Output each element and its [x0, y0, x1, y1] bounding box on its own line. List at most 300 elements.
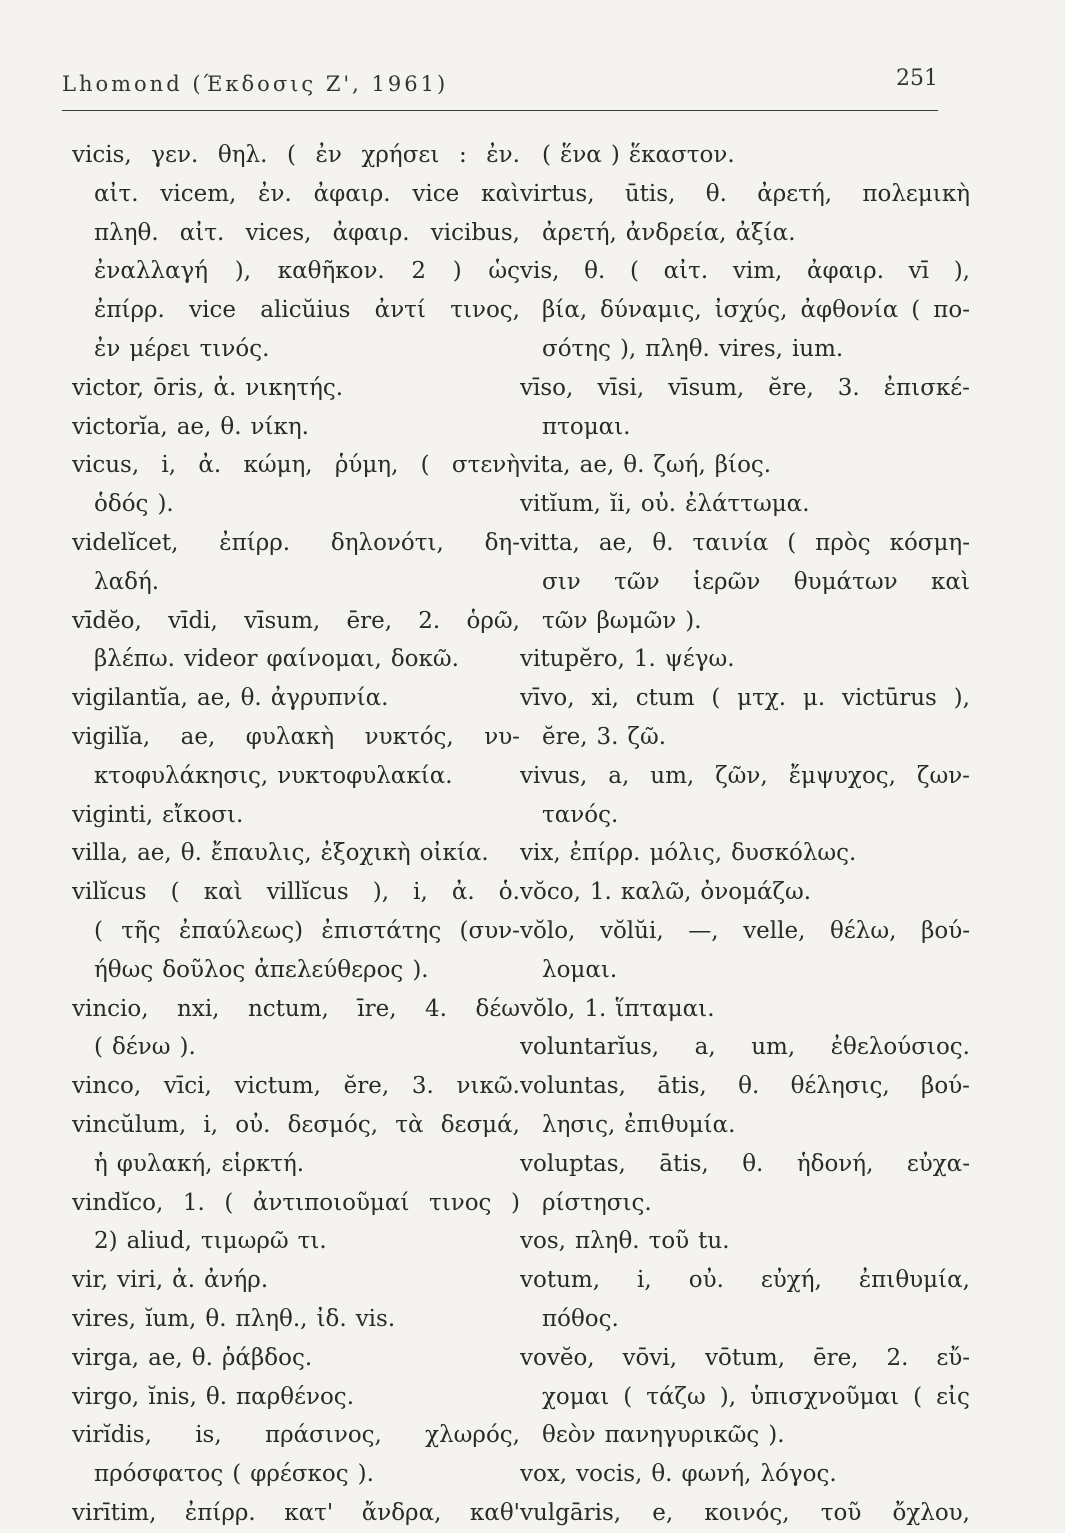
word: θ. — [191, 1344, 213, 1371]
word: ἰσχύς, — [714, 297, 788, 324]
dictionary-line — [72, 485, 520, 524]
word: 3. — [837, 374, 860, 401]
word: δεσμά, — [440, 1111, 520, 1138]
word: 3. — [411, 1073, 434, 1100]
word: 4. — [425, 995, 447, 1022]
word: μ. — [802, 685, 826, 712]
word: τανός. — [542, 801, 619, 828]
word: σότης — [542, 335, 611, 362]
word: 1. — [633, 646, 656, 673]
word: a, — [608, 762, 630, 789]
word: ἐπαύλεως) — [179, 917, 304, 944]
word: ῥάβδος. — [221, 1344, 313, 1371]
word: nctum, — [247, 995, 329, 1022]
word: villĭcus — [266, 879, 349, 906]
word: um, — [650, 762, 695, 789]
word: vices, — [245, 219, 312, 246]
dictionary-line — [72, 990, 520, 1029]
word: vŏlo, — [520, 995, 576, 1022]
word: ( — [787, 529, 797, 556]
word: βλέπω. — [94, 646, 175, 673]
dictionary-line — [72, 408, 520, 447]
dictionary-line — [72, 873, 520, 912]
word: πόθος. — [542, 1305, 619, 1332]
word: τι. — [297, 1228, 327, 1255]
word: γεν. — [151, 142, 199, 168]
word: ἀρετή, — [757, 180, 833, 207]
word: vīso, — [520, 374, 574, 401]
word: vōtum, — [705, 1344, 786, 1371]
dictionary-line — [72, 951, 520, 990]
word: vigilantĭa, — [72, 685, 188, 712]
word: λόγος. — [760, 1461, 837, 1488]
word: ae, — [196, 685, 232, 712]
word: θ. — [220, 413, 242, 440]
word: ἀ. — [213, 374, 237, 401]
word: virĭdis, — [72, 1422, 152, 1449]
dictionary-line — [520, 1184, 970, 1223]
word: νίκη. — [250, 413, 309, 440]
word: ἀξία. — [735, 219, 796, 246]
dictionary-line — [72, 796, 520, 835]
word: vīsum, — [244, 607, 321, 634]
word: ( — [170, 879, 180, 906]
word: μέρει — [129, 335, 191, 362]
word: θ. — [180, 840, 202, 867]
dictionary-line — [520, 990, 970, 1029]
word: αἰτ. — [94, 180, 139, 207]
word: vita, — [520, 452, 571, 479]
word: vŏlŭi, — [599, 917, 664, 944]
dictionary-line — [520, 1145, 970, 1184]
word: εὐχα- — [906, 1150, 970, 1177]
dictionary-line — [520, 291, 970, 330]
word: πολεμικὴ — [862, 180, 970, 207]
word: θηλ. — [217, 142, 268, 168]
word: vos, — [520, 1228, 566, 1255]
word: vinco, — [72, 1073, 142, 1100]
word: θέλω, — [830, 917, 897, 944]
word: ἱερῶν — [693, 568, 761, 595]
word: ἐν. — [486, 142, 520, 168]
word: στενὴ — [451, 452, 520, 479]
word: ) — [452, 258, 462, 285]
word: um, — [751, 1034, 796, 1061]
dictionary-line — [72, 446, 520, 485]
dictionary-line — [520, 175, 970, 214]
word: voluntarĭus, — [520, 1034, 660, 1061]
word: οὐ. — [640, 491, 677, 518]
word: ἐν — [315, 142, 342, 168]
word: virtus, — [520, 180, 595, 207]
word: ae, — [180, 723, 216, 750]
word: ae, — [148, 1344, 183, 1371]
word: ( — [911, 297, 921, 324]
word: οὐ. — [688, 1267, 724, 1294]
word: virgo, — [72, 1383, 140, 1410]
word: πληθ. — [574, 1228, 640, 1255]
word: καθ' — [469, 1499, 520, 1526]
word: 2. — [886, 1344, 909, 1371]
dictionary-line — [72, 602, 520, 641]
word: θ. — [742, 1150, 764, 1177]
dictionary-line — [520, 136, 970, 175]
word: ēre, — [812, 1344, 859, 1371]
word: θ. — [651, 1461, 673, 1488]
word: δη- — [484, 529, 520, 556]
word: χλωρός, — [425, 1422, 520, 1449]
word: λομαι. — [542, 956, 618, 983]
word: ἡ — [94, 1150, 108, 1177]
word: τῶν — [542, 607, 588, 634]
word: ( — [913, 1383, 923, 1410]
word: ἔμψυχος, — [788, 762, 896, 789]
word: ( — [94, 917, 103, 944]
left-column — [72, 136, 520, 1533]
dictionary-line — [72, 1378, 520, 1417]
running-head: Lhomond (Έκδοσις Ζ', 1961) — [62, 72, 449, 96]
word: τῆς — [121, 917, 161, 944]
dictionary-line — [520, 1222, 970, 1261]
word: ζῶ. — [627, 723, 667, 750]
word: viginti, — [72, 801, 154, 828]
word: voluntas, — [520, 1073, 626, 1100]
dictionary-line — [72, 1106, 520, 1145]
word: κοινός, — [704, 1499, 790, 1526]
word: vires, — [72, 1305, 137, 1332]
word: μόλις, — [649, 840, 723, 867]
word: δεσμός, — [287, 1111, 379, 1138]
word: 1. — [182, 1189, 205, 1216]
word: ἐπίρρ. — [569, 840, 641, 867]
word: votum, — [520, 1267, 601, 1294]
dictionary-line — [520, 1106, 970, 1145]
word: θ. — [584, 258, 606, 285]
word: ἐπίρρ. — [184, 1499, 256, 1526]
word: vox, — [520, 1461, 568, 1488]
word: ) — [510, 1189, 520, 1216]
word: ὁ. — [498, 879, 520, 906]
word: vicus, — [72, 452, 140, 479]
word: ). — [685, 607, 702, 634]
word: βού- — [921, 1073, 970, 1100]
word: vincio, — [72, 995, 149, 1022]
word: ), — [953, 258, 970, 285]
word: ἄνδρα, — [361, 1499, 442, 1526]
word: victūrus — [841, 685, 937, 712]
dictionary-line — [72, 1261, 520, 1300]
word: vix, — [520, 840, 561, 867]
word: νυ- — [484, 723, 520, 750]
word: νυκτός, — [364, 723, 454, 750]
word: πληθ. — [94, 219, 159, 246]
word: vilĭcus — [72, 879, 147, 906]
dictionary-line — [520, 602, 970, 641]
word: ἐθελούσιος. — [830, 1034, 970, 1061]
word: ἔπαυλις, — [210, 840, 312, 867]
word: 2. — [418, 607, 441, 634]
word: φαίνομαι, — [266, 646, 382, 673]
dictionary-line — [72, 1145, 520, 1184]
word: βού- — [921, 917, 970, 944]
word: ταινία — [692, 529, 769, 556]
word: a, — [694, 1034, 716, 1061]
word: θ. — [652, 529, 674, 556]
word: τοῦ — [820, 1499, 862, 1526]
word: πράσινος, — [264, 1422, 382, 1449]
word: καὶ — [203, 879, 243, 906]
word: vŏlo, — [520, 917, 576, 944]
word: μτχ. — [737, 685, 787, 712]
word: videlĭcet, — [72, 529, 179, 556]
dictionary-line — [72, 291, 520, 330]
word: κώμη, — [243, 452, 313, 479]
word: θεὸν — [542, 1422, 596, 1449]
word: viri, — [117, 1267, 164, 1294]
dictionary-line — [520, 912, 970, 951]
dictionary-line — [520, 951, 970, 990]
word: ἀ. — [451, 879, 475, 906]
word: ὡς — [488, 258, 520, 285]
word: —, — [688, 917, 719, 944]
dictionary-line — [520, 1378, 970, 1417]
word: ōris, — [153, 374, 205, 401]
word: ἀ. — [198, 452, 222, 479]
word: ἐπιστάτης — [321, 917, 442, 944]
word: ἀφθονία — [800, 297, 899, 324]
word: τινός. — [199, 335, 270, 362]
word: ἀντιποιοῦμαί — [252, 1189, 410, 1216]
word: i, — [203, 1111, 219, 1138]
dictionary-line — [72, 1455, 520, 1494]
word: πληθ., — [235, 1305, 308, 1332]
dictionary-line — [72, 136, 520, 175]
word: δοῦλος — [162, 956, 246, 983]
word: ). — [157, 491, 174, 518]
word: ). — [179, 1034, 196, 1061]
dictionary-line — [520, 563, 970, 602]
word: ( — [711, 685, 721, 712]
word: οὐ. — [235, 1111, 271, 1138]
word: vicis, — [72, 142, 132, 168]
word: ēre, — [346, 607, 393, 634]
word: νικητής. — [245, 374, 344, 401]
word: ), — [619, 335, 637, 362]
word: alicŭius — [260, 297, 351, 324]
word: θυμάτων — [793, 568, 898, 595]
word: vīsum, — [668, 374, 745, 401]
word: φυλακὴ — [245, 723, 335, 750]
word: vōvi, — [622, 1344, 678, 1371]
word: ) — [610, 142, 620, 168]
dictionary-line — [72, 214, 520, 253]
word: θ. — [205, 1305, 227, 1332]
word: ἀγρυπνία. — [270, 685, 389, 712]
word: ctum — [635, 685, 695, 712]
word: θ. — [623, 452, 645, 479]
word: ĭum, — [145, 1305, 197, 1332]
dictionary-line — [520, 408, 970, 447]
word: vīci, — [163, 1073, 212, 1100]
word: εἰς — [936, 1383, 970, 1410]
word: victor, — [72, 374, 145, 401]
word: vīdĕo, — [72, 607, 142, 634]
word: πληθ. — [645, 335, 710, 362]
word: voluptas, — [520, 1150, 626, 1177]
dictionary-line — [520, 524, 970, 563]
word: vīsi, — [597, 374, 645, 401]
dictionary-line — [72, 1222, 520, 1261]
word: ūtis, — [624, 180, 676, 207]
word: εἱρκτή. — [221, 1150, 305, 1177]
dictionary-line — [520, 1339, 970, 1378]
word: vŏco, — [520, 879, 581, 906]
word: νυκτοφυλακία. — [277, 762, 453, 789]
right-column — [520, 136, 970, 1533]
word: τινος, — [450, 297, 520, 324]
word: vicibus, — [430, 219, 520, 246]
word: ἐν. — [258, 180, 292, 207]
word: vice — [189, 297, 236, 324]
word: ). — [768, 1422, 785, 1449]
word: αἰτ. — [179, 219, 225, 246]
dictionary-line — [72, 175, 520, 214]
word: ὄχλου, — [892, 1499, 970, 1526]
word: καθῆκον. — [277, 258, 385, 285]
word: ), — [953, 685, 970, 712]
dictionary-line — [520, 718, 970, 757]
word: vovĕo, — [520, 1344, 595, 1371]
word: vīvo, — [520, 685, 575, 712]
dictionary-line — [520, 679, 970, 718]
word: ἐλάττωμα. — [685, 491, 810, 518]
word: velle, — [743, 917, 806, 944]
word: βωμῶν — [596, 607, 677, 634]
dictionary-line — [72, 679, 520, 718]
dictionary-line — [72, 718, 520, 757]
word: φωνή, — [681, 1461, 752, 1488]
word: καλῶ, — [620, 879, 692, 906]
dictionary-line — [520, 369, 970, 408]
word: videor — [183, 646, 258, 673]
word: tu. — [698, 1228, 730, 1255]
word: ĕre, — [343, 1073, 390, 1100]
dictionary-line — [72, 912, 520, 951]
dictionary-line — [520, 252, 970, 291]
word: ἕκαστον. — [628, 142, 735, 168]
word: θ. — [705, 180, 727, 207]
word: (συν- — [459, 917, 520, 944]
dictionary-line — [520, 1300, 970, 1339]
dictionary-line — [72, 1067, 520, 1106]
word: i, — [161, 452, 177, 479]
word: τιμωρῶ — [200, 1228, 289, 1255]
word: ρίστησις. — [542, 1189, 652, 1216]
word: ἰδ. — [316, 1305, 347, 1332]
word: τοῦ — [648, 1228, 690, 1255]
word: αἰτ. — [663, 258, 709, 285]
word: vicem, — [160, 180, 237, 207]
word: ium. — [791, 335, 844, 362]
word: χομαι — [542, 1383, 610, 1410]
dictionary-line — [520, 214, 970, 253]
word: ( — [623, 1383, 633, 1410]
word: πρόσφατος — [94, 1461, 224, 1488]
word: ἀντί — [374, 297, 426, 324]
word: πανηγυρικῶς — [604, 1422, 760, 1449]
dictionary-line — [72, 252, 520, 291]
word: ἡδονή, — [796, 1150, 874, 1177]
word: ĭi, — [609, 491, 632, 518]
dictionary-line — [72, 1184, 520, 1223]
word: ἐπίρρ. — [94, 297, 165, 324]
dictionary-line — [72, 524, 520, 563]
word: τάζω — [646, 1383, 706, 1410]
word: ὁρῶ, — [466, 607, 520, 634]
word: ἐπισκέ- — [883, 374, 970, 401]
word: ἵπταμαι. — [615, 995, 715, 1022]
word: θ. — [240, 685, 262, 712]
word: φρέσκος — [250, 1461, 349, 1488]
word: δηλονότι, — [330, 529, 444, 556]
word: ( — [420, 452, 430, 479]
word: i, — [413, 879, 428, 906]
page-header — [62, 66, 938, 106]
word: aliud, — [126, 1228, 192, 1255]
dictionary-line — [520, 796, 970, 835]
dictionary-line — [520, 1067, 970, 1106]
dictionary-line — [72, 1416, 520, 1455]
dictionary-line — [72, 1028, 520, 1067]
word: ἐπιθυμία. — [624, 1111, 736, 1138]
dictionary-line — [520, 873, 970, 912]
word: is, — [195, 1422, 222, 1449]
word: vī — [908, 258, 930, 285]
word: vigilĭa, — [72, 723, 151, 750]
word: ζῶν, — [715, 762, 768, 789]
dictionary-line — [72, 563, 520, 602]
word: ἀφαιρ. — [313, 180, 391, 207]
word: ῥύμη, — [334, 452, 399, 479]
word: ὑπισχνοῦμαι — [750, 1383, 900, 1410]
word: χρήσει — [361, 142, 440, 168]
word: : — [458, 142, 467, 168]
dictionary-line — [72, 1339, 520, 1378]
dictionary-line — [520, 446, 970, 485]
dictionary-line — [520, 1261, 970, 1300]
word: κόσμη- — [889, 529, 970, 556]
word: εὔ- — [936, 1344, 970, 1371]
word: vir, — [72, 1267, 109, 1294]
word: vocis, — [576, 1461, 643, 1488]
word: ἐναλλαγή — [94, 258, 209, 285]
word: ἀ. — [172, 1267, 195, 1294]
word: xi, — [591, 685, 619, 712]
word: ἐπιθυμία, — [858, 1267, 970, 1294]
word: vice — [412, 180, 460, 207]
word: σιν — [542, 568, 581, 595]
word: κατ' — [284, 1499, 334, 1526]
dictionary-line — [520, 640, 970, 679]
word: ātis, — [659, 1150, 709, 1177]
word: ĭnis, — [148, 1383, 197, 1410]
word: καὶ — [481, 180, 520, 207]
word: vis. — [355, 1305, 396, 1332]
word: οἰκία. — [419, 840, 489, 867]
word: ἀφαιρ. — [332, 219, 410, 246]
dictionary-line — [72, 1300, 520, 1339]
word: ἀπελεύθερος — [254, 956, 404, 983]
